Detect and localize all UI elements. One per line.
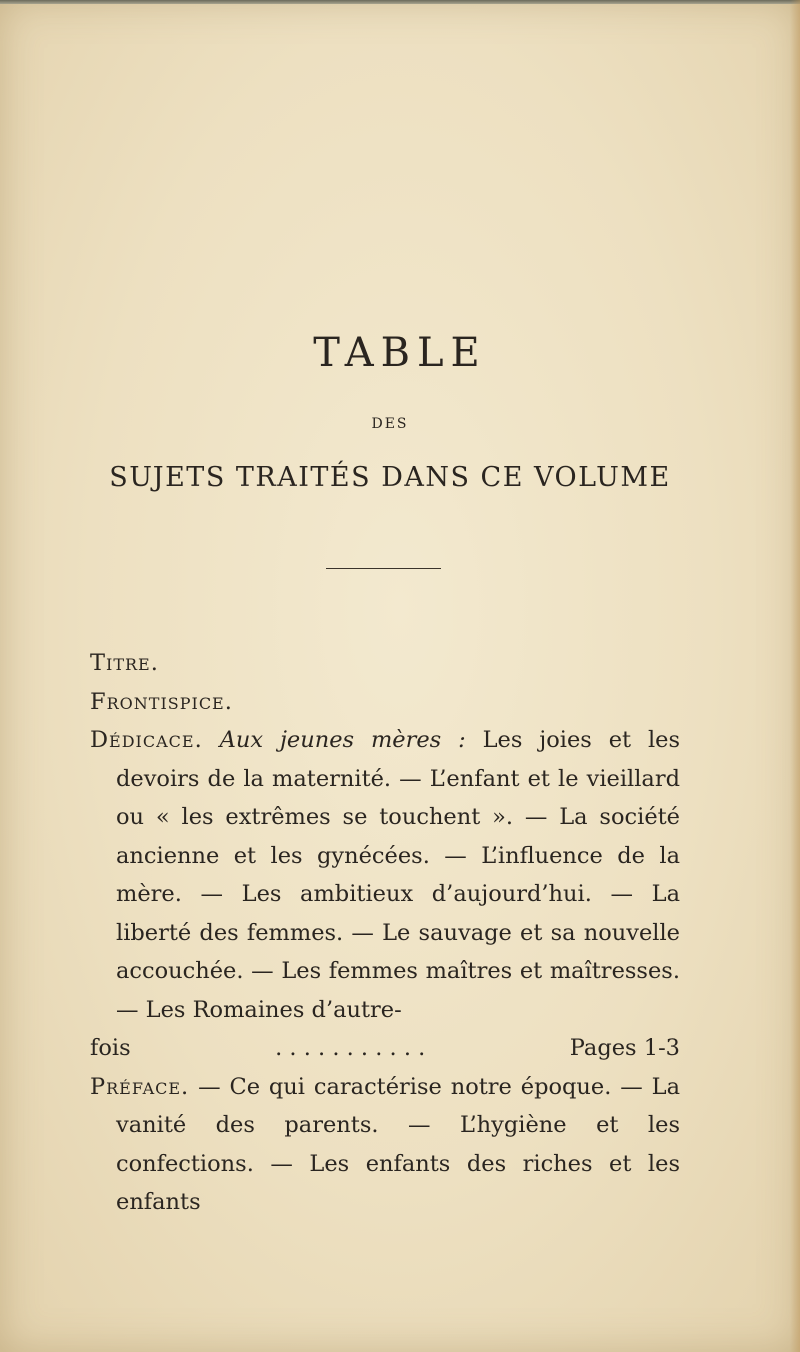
title-connector: DES xyxy=(371,416,409,432)
toc-entry-text: Les joies et les devoirs de la maternité. — L’enfant et le vieillard ou « les extrêmes se touchent ». — La société ancienne et les gynécées. — L’influence de la mère. — Les ambitieux d’aujourd’hui. — La liberté des femmes. — Le sauvage et sa nouvelle accouchée. — Les femmes maîtres et maîtresses. — Les Romaines d’autre- xyxy=(116,727,681,1023)
toc-entry-label: Préface. xyxy=(90,1073,190,1100)
toc-entry-italic-heading: Aux jeunes mères : xyxy=(219,727,466,753)
page-top-edge xyxy=(0,0,800,4)
toc-entry-leader-line xyxy=(90,1029,680,1068)
toc-entry-last-word: fois xyxy=(90,1035,131,1061)
page-title: TABLE xyxy=(313,330,487,376)
table-of-contents xyxy=(90,644,680,1222)
toc-entry-frontispice xyxy=(90,683,680,722)
toc-entry-dedicace xyxy=(90,721,680,1068)
toc-entry-titre xyxy=(90,644,680,683)
divider-rule xyxy=(326,568,441,569)
toc-entry-label: Titre. xyxy=(90,650,159,676)
toc-dot-leaders: . . . . . . . . . . . xyxy=(275,1035,426,1061)
page-subtitle: SUJETS TRAITÉS DANS CE VOLUME xyxy=(109,462,671,493)
toc-entry-text: — Ce qui caractérise notre époque. — La vanité des parents. — L’hygiène et les confections. — Les enfants des riches et les enfants xyxy=(116,1073,680,1215)
toc-entry-label: Frontispice. xyxy=(90,688,233,715)
toc-page-reference: Pages 1-3 xyxy=(569,1035,680,1061)
page-right-edge xyxy=(790,0,800,1352)
toc-entry-preface xyxy=(90,1068,680,1222)
toc-entry-label: Dédicace. xyxy=(90,727,203,753)
